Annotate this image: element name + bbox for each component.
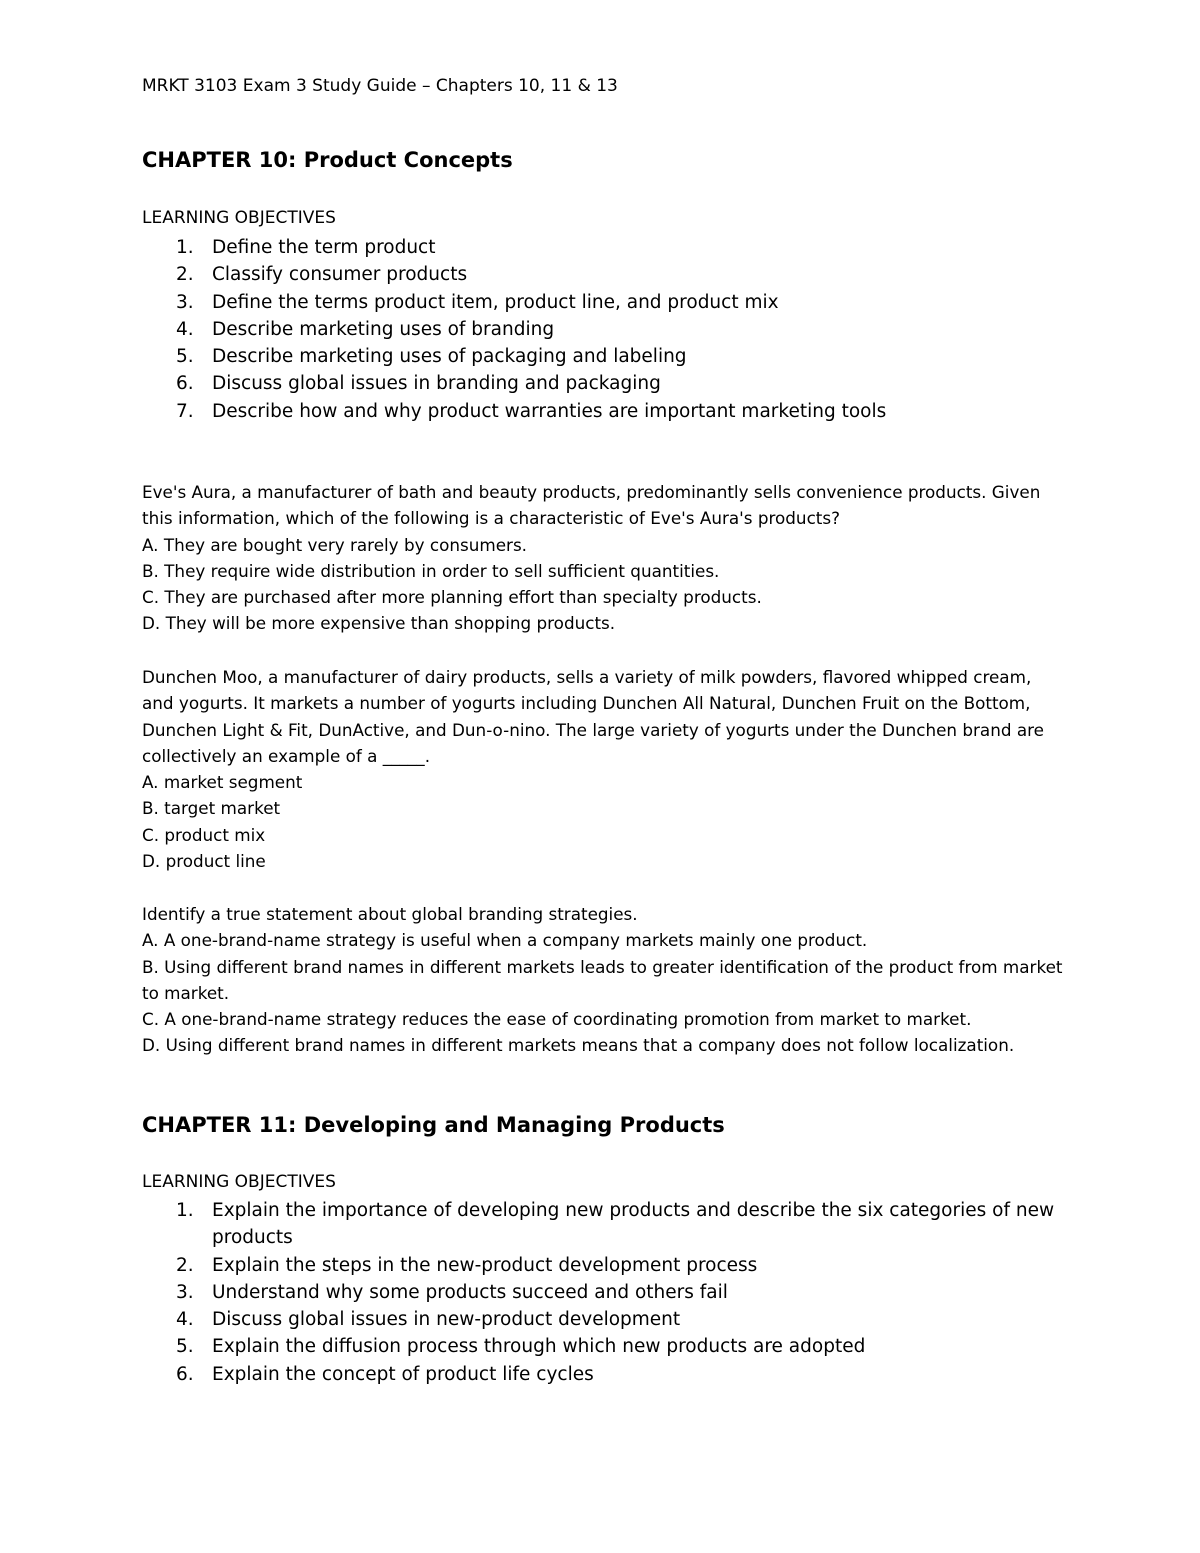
objective-number: 6. <box>176 373 194 395</box>
chapter-10-objectives-label: LEARNING OBJECTIVES <box>142 208 336 228</box>
objective-number: 1. <box>176 237 194 258</box>
objective-text: Understand why some products succeed and others fail <box>212 1281 728 1303</box>
question-stem: Eve's Aura, a manufacturer of bath and beauty products, predominantly sells convenience products. Given this information, which of the following is a characteristic of Eve's Aura's products? <box>142 482 1041 529</box>
answer-option: D. product line <box>142 851 266 872</box>
answer-option: A. A one-brand-name strategy is useful when a company markets mainly one product. <box>142 930 868 951</box>
objective-text: Explain the concept of product life cycles <box>212 1363 594 1385</box>
answer-option: B. target market <box>142 798 281 819</box>
document-header: MRKT 3103 Exam 3 Study Guide – Chapters 10, 11 & 13 <box>142 76 618 96</box>
objective-item <box>142 261 1072 288</box>
answer-option: C. product mix <box>142 824 266 845</box>
objective-number: 6. <box>176 1363 194 1385</box>
objective-number: 2. <box>176 1254 194 1276</box>
objective-item <box>142 1306 1072 1333</box>
objective-item <box>142 1279 1072 1306</box>
answer-option: B. They require wide distribution in order to sell sufficient quantities. <box>142 560 720 581</box>
objective-number: 1. <box>176 1200 194 1221</box>
objective-number: 5. <box>176 1336 194 1358</box>
objective-item <box>142 370 1072 397</box>
objective-text: Describe how and why product warranties are important marketing tools <box>212 400 887 422</box>
answer-option: C. A one-brand-name strategy reduces the ease of coordinating promotion from market to market. <box>142 1009 972 1030</box>
objective-number: 5. <box>176 346 194 368</box>
objective-item <box>142 234 1072 261</box>
objective-number: 4. <box>176 1309 194 1331</box>
objective-number: 3. <box>176 1281 194 1303</box>
objective-item <box>142 1252 1072 1279</box>
question-block <box>142 479 1067 637</box>
objective-text: Describe marketing uses of packaging and labeling <box>212 346 687 368</box>
objective-text: Discuss global issues in new-product development <box>212 1309 681 1331</box>
answer-option: D. Using different brand names in different markets means that a company does not follow localization. <box>142 1035 1015 1056</box>
objective-number: 7. <box>176 400 194 422</box>
answer-option: C. They are purchased after more planning effort than specialty products. <box>142 587 762 608</box>
objective-text: Explain the diffusion process through which new products are adopted <box>212 1336 866 1358</box>
answer-option: A. They are bought very rarely by consumers. <box>142 534 528 555</box>
objective-item <box>142 1333 1072 1360</box>
question-block <box>142 901 1067 1059</box>
objective-number: 2. <box>176 264 194 286</box>
objective-item <box>142 1361 1072 1388</box>
objective-item <box>142 343 1072 370</box>
objective-item <box>142 289 1072 316</box>
question-stem: Identify a true statement about global branding strategies. <box>142 904 638 924</box>
objective-number: 3. <box>176 291 194 313</box>
answer-option: D. They will be more expensive than shopping products. <box>142 613 616 634</box>
objective-text: Explain the importance of developing new products and describe the six categories of new products <box>212 1200 1055 1249</box>
chapter-10-objectives-list <box>142 234 1072 425</box>
objective-text: Classify consumer products <box>212 264 468 286</box>
chapter-11-objectives-list <box>142 1197 1072 1388</box>
answer-option: A. market segment <box>142 772 303 793</box>
chapter-11-heading: CHAPTER 11: Developing and Managing Products <box>142 1113 725 1137</box>
objective-item <box>142 398 1072 425</box>
objective-text: Discuss global issues in branding and packaging <box>212 373 661 395</box>
objective-number: 4. <box>176 318 194 340</box>
objective-text: Define the terms product item, product line, and product mix <box>212 291 779 313</box>
answer-option: B. Using different brand names in different markets leads to greater identification of the product from market to market. <box>142 956 1063 1003</box>
objective-text: Define the term product <box>212 237 436 258</box>
objective-text: Describe marketing uses of branding <box>212 318 555 340</box>
objective-text: Explain the steps in the new-product development process <box>212 1254 758 1276</box>
chapter-10-heading: CHAPTER 10: Product Concepts <box>142 148 513 172</box>
question-stem: Dunchen Moo, a manufacturer of dairy products, sells a variety of milk powders, flavored whipped cream, and yogurts. It markets a number of yogurts including Dunchen All Natural, Dunchen Fruit on the Bottom, Dunchen Light & Fit, DunActive, and Dun-o-nino. The large variety of yogurts under the Dunchen brand are collectively an example of a _____. <box>142 667 1044 766</box>
objective-item <box>142 316 1072 343</box>
question-block <box>142 664 1067 874</box>
chapter-11-objectives-label: LEARNING OBJECTIVES <box>142 1172 336 1192</box>
objective-item <box>142 1197 1072 1252</box>
